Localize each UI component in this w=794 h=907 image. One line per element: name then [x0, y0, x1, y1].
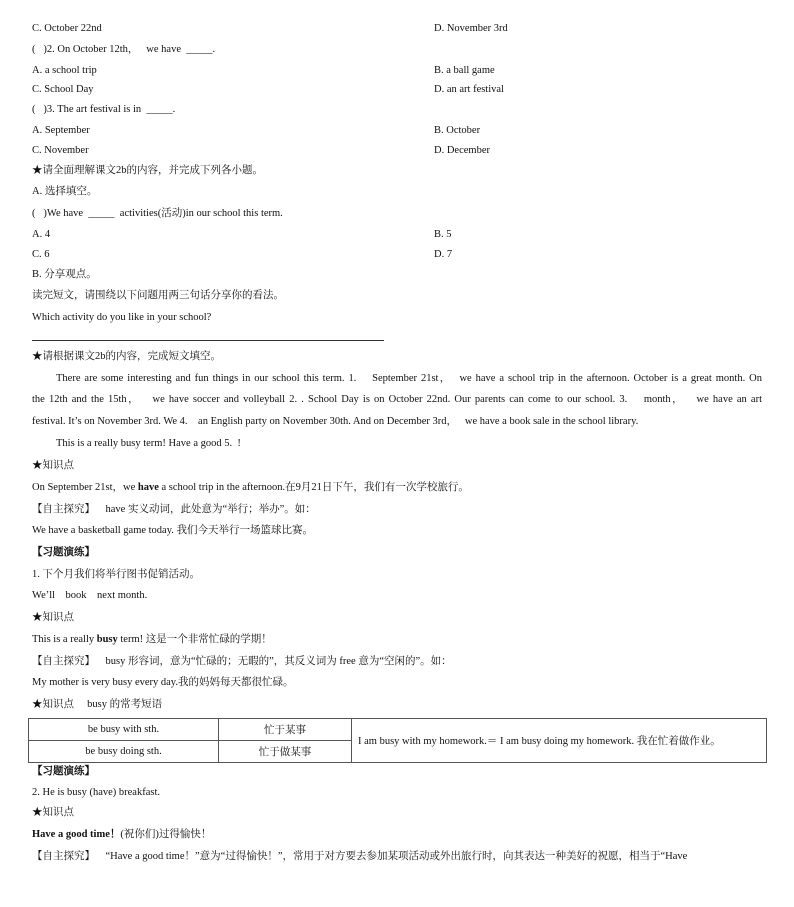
knowledge-point-heading: ★知识点 — [32, 460, 74, 471]
q3-option-d: D. December — [434, 145, 490, 156]
share-instruction: 读完短文，请围绕以下问题用两三句话分享你的看法。 — [32, 290, 284, 301]
knowledge-example: This is a really busy term! 这是一个非常忙碌的学期！ — [32, 634, 272, 645]
q1-option-d: D. November 3rd — [434, 23, 508, 34]
q2-option-d: D. an art festival — [434, 84, 504, 95]
explore-example: My mother is very busy every day.我的妈妈每天都很忙碌。 — [32, 677, 294, 688]
table-cell: 忙于做某事 — [219, 741, 352, 763]
table-cell: be busy with sth. — [29, 719, 219, 741]
passage-line-4: This is a really busy term! Have a good 5. ! — [56, 438, 241, 449]
practice-item-1: 1. 下个月我们将举行图书促销活动。 — [32, 569, 200, 580]
q3-option-c: C. November — [32, 145, 89, 156]
q1-option-c: C. October 22nd — [32, 23, 102, 34]
practice-item-1-answer: We’ll book next month. — [32, 590, 148, 601]
q4-option-c: C. 6 — [32, 249, 50, 260]
q3-stem: ( )3. The art festival is in _____. — [32, 104, 176, 115]
table-row — [29, 719, 767, 741]
explore-note: 【自主探究】 busy 形容词，意为“忙碌的；无暇的”，其反义词为 free 意为“空闲的”。如： — [32, 656, 452, 667]
opinion-question: Which activity do you like in your school? — [32, 312, 212, 323]
practice-item-2: 2. He is busy (have) breakfast. — [32, 787, 160, 798]
q4-option-a: A. 4 — [32, 229, 51, 240]
section-instruction: ★请全面理解课文2b的内容，并完成下列各小题。 — [32, 165, 263, 176]
answer-line — [32, 340, 384, 341]
explore-note: 【自主探究】 have 实义动词，此处意为“举行；举办”。如： — [32, 504, 316, 515]
section-instruction-2: ★请根据课文2b的内容，完成短文填空。 — [32, 351, 221, 362]
q2-option-a: A. a school trip — [32, 65, 97, 76]
q3-option-a: A. September — [32, 125, 90, 136]
explore-example: We have a basketball game today. 我们今天举行一场篮球比赛。 — [32, 525, 314, 536]
passage-line-2: the 12th and the 15th， we have soccer and volleyball 2. . School Day is on October 22nd. Our parents can come to our school. 3. month， we have an art — [32, 394, 762, 405]
phrase-heading: ★知识点 busy 的常考短语 — [32, 699, 163, 710]
knowledge-point-heading: ★知识点 — [32, 612, 74, 623]
passage-line-3: festival. It’s on November 3rd. We 4. an English party on November 30th. And on December 3rd， we have a book sale in the school library. — [32, 416, 639, 427]
passage-line-1: There are some interesting and fun things in our school this term. 1. September 21st， we have a school trip in the afternoon. October is a great month. On — [56, 373, 762, 384]
practice-heading: 【习题演练】 — [32, 766, 95, 777]
q3-option-b: B. October — [434, 125, 481, 136]
part-b-heading: B. 分享观点。 — [32, 269, 97, 280]
table-cell: 忙于某事 — [219, 719, 352, 741]
knowledge-phrase: Have a good time！(祝你们)过得愉快！ — [32, 829, 212, 840]
q2-option-b: B. a ball game — [434, 65, 495, 76]
practice-heading: 【习题演练】 — [32, 547, 95, 558]
q4-option-d: D. 7 — [434, 249, 453, 260]
q4-option-b: B. 5 — [434, 229, 452, 240]
q2-stem: ( )2. On October 12th， we have _____. — [32, 44, 216, 55]
knowledge-point-heading: ★知识点 — [32, 807, 74, 818]
phrase-table — [28, 718, 767, 763]
table-cell-merged: I am busy with my homework.＝ I am busy doing my homework. 我在忙着做作业。 — [352, 719, 767, 763]
q2-option-c: C. School Day — [32, 84, 94, 95]
part-a-heading: A. 选择填空。 — [32, 186, 98, 197]
table-cell: be busy doing sth. — [29, 741, 219, 763]
explore-note: 【自主探究】 “Have a good time！”意为“过得愉快！”，常用于对方要去参加某项活动或外出旅行时，向其表达一种美好的祝愿，相当于“Have — [32, 851, 688, 862]
knowledge-example: On September 21st，we have a school trip in the afternoon.在9月21日下午，我们有一次学校旅行。 — [32, 482, 469, 493]
q4-stem: ( )We have _____ activities(活动)in our school this term. — [32, 208, 283, 219]
